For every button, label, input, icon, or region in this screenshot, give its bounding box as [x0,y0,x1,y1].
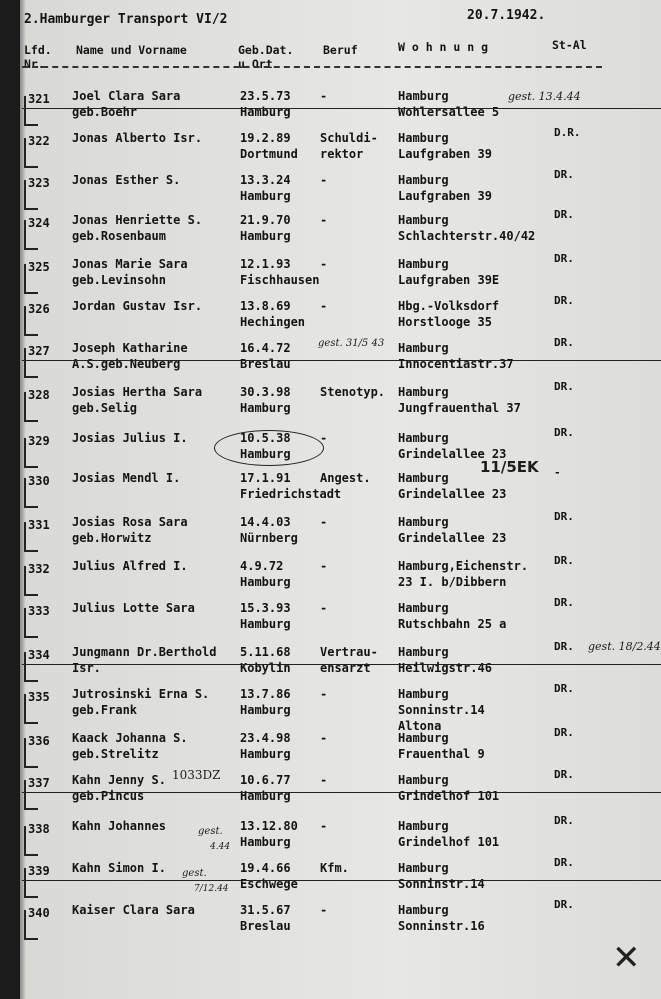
entry-number: 323 [28,176,50,190]
entry-status: DR. [554,510,574,523]
annotation-339-gest: gest. [182,868,207,879]
entry-birth: 15.3.93 Hamburg [240,601,291,631]
entry-name: Kaack Johanna S. geb.Strelitz [72,731,188,761]
entry-address: Hamburg Laufgraben 39 [398,131,492,161]
table-row [22,640,622,688]
entry-name: Jonas Henriette S. geb.Rosenbaum [72,213,203,243]
annotation-338-gest: gest. [198,826,223,837]
entry-number: 324 [28,216,50,230]
entry-occupation: - [320,515,328,529]
table-row [22,768,622,816]
col-lfd: Lfd. Nr. [24,43,52,71]
entry-name: Kahn Simon I. [72,861,166,875]
entry-number: 338 [28,822,50,836]
entry-status: DR. [554,336,574,349]
entry-status: - [554,466,561,479]
entry-address: Hamburg Sonninstr.16 [398,903,485,933]
col-address: W o h n u n g [398,40,489,54]
entry-address: Hamburg,Eichenstr. 23 I. b/Dibbern [398,559,529,589]
table-row [22,554,622,602]
entry-status: DR. [554,554,574,567]
binding-edge [0,0,20,999]
entry-address: Hamburg Sonninstr.14 Altona [398,687,485,733]
table-row [22,898,622,946]
entry-status: DR. [554,294,574,307]
header-divider [22,66,602,68]
strike-line [22,360,661,361]
col-dob: Geb.Dat. u.Ort [238,43,294,71]
entry-occupation: - [320,773,328,787]
entry-birth: 16.4.72 Breslau [240,341,291,371]
entry-occupation: - [320,213,328,227]
entry-status: DR. [554,856,574,869]
entry-address: Hbg.-Volksdorf Horstlooge 35 [398,299,500,329]
entry-name: Kahn Jenny S. geb.Pincus [72,773,166,803]
entry-birth: 23.4.98 Hamburg [240,731,291,761]
transport-title: 2.Hamburger Transport VI/2 [24,12,228,27]
entry-address: Hamburg Innocentiastr.37 [398,341,514,371]
entry-number: 332 [28,562,50,576]
entry-birth: 13.12.80 Hamburg [240,819,298,849]
entry-birth: 5.11.68 Kobylin [240,645,291,675]
strike-line [22,792,661,793]
circle-mark-329 [214,430,324,466]
entry-name: Joel Clara Sara geb.Boehr [72,89,181,119]
entry-number: 330 [28,474,50,488]
entry-address: Hamburg Laufgraben 39 [398,173,492,203]
annotation-337: 1033DZ [172,768,221,782]
entry-name: Julius Alfred I. [72,559,188,573]
table-row [22,596,622,644]
entry-address: Hamburg Grindelallee 23 [398,431,507,461]
entry-status: DR. [554,768,574,781]
entry-address: Hamburg Heilwigstr.46 [398,645,492,675]
entry-address: Hamburg Grindelhof 101 [398,819,500,849]
entry-number: 336 [28,734,50,748]
annotation-327: gest. 31/5 43 [318,338,385,349]
entry-occupation: - [320,89,328,103]
entry-birth: 30.3.98 Hamburg [240,385,291,415]
entry-name: Julius Lotte Sara [72,601,195,615]
entry-number: 327 [28,344,50,358]
entry-address: Hamburg Frauenthal 9 [398,731,485,761]
table-row [22,294,622,342]
entry-number: 325 [28,260,50,274]
entry-occupation: Kfm. [320,861,349,875]
entry-birth: 12.1.93 Fischhausen [240,257,320,287]
entry-occupation: Angest. [320,471,371,485]
entry-address: Hamburg Rutschbahn 25 a [398,601,507,631]
entry-name: Jonas Marie Sara geb.Levinsohn [72,257,188,287]
annotation-338-date: 4.44 [210,842,231,852]
entry-occupation: - [320,903,328,917]
entry-status: D.R. [554,126,581,139]
entry-address: Hamburg Grindelallee 23 [398,515,507,545]
entry-address: Hamburg Grindelallee 23 [398,471,507,501]
entry-birth: 13.7.86 Hamburg [240,687,291,717]
table-row [22,856,622,904]
entry-number: 340 [28,906,50,920]
transport-date: 20.7.1942. [467,8,546,23]
entry-status: DR. [554,898,574,911]
col-job: Beruf [323,43,358,57]
entry-occupation: - [320,257,328,271]
entry-occupation: Stenotyp. [320,385,386,399]
entry-birth: 31.5.67 Breslau [240,903,291,933]
entry-status: DR. [554,380,574,393]
entry-status: DR. [554,426,574,439]
entry-occupation: - [320,687,328,701]
entry-status: DR. [554,726,574,739]
entry-name: Josias Hertha Sara geb.Selig [72,385,203,415]
table-row [22,510,622,558]
entry-occupation: - [320,173,328,187]
table-row [22,168,622,216]
table-row [22,252,622,300]
entry-status: DR. [554,252,574,265]
entry-number: 337 [28,776,50,790]
strike-line [22,880,661,881]
col-name: Name und Vorname [76,43,187,57]
entry-birth: 13.8.69 Hechingen [240,299,306,329]
entry-address: Hamburg Wohlersallee 5 [398,89,500,119]
entry-address: Hamburg Schlachterstr.40/42 [398,213,536,243]
entry-number: 335 [28,690,50,704]
entry-name: Jordan Gustav Isr. [72,299,203,313]
entry-name: Josias Rosa Sara geb.Horwitz [72,515,188,545]
entry-number: 334 [28,648,50,662]
entry-address: Hamburg Sonninstr.14 [398,861,485,891]
cross-mark: ✕ [612,938,641,978]
entry-occupation: Schuldi- rektor [320,131,378,161]
entry-number: 326 [28,302,50,316]
entry-number: 321 [28,92,50,106]
table-row [22,814,622,862]
entry-birth: 4.9.72 Hamburg [240,559,291,589]
entry-birth: 19.2.89 Dortmund [240,131,298,161]
annotation-334: gest. 18/2.44 [588,640,661,653]
entry-birth: 19.4.66 Eschwege [240,861,298,891]
entry-name: Kahn Johannes [72,819,166,833]
entry-status: DR. [554,208,574,221]
entry-birth: 10.5.38 Hamburg [240,431,291,461]
entry-number: 328 [28,388,50,402]
table-row [22,380,622,428]
entry-status: DR. [554,596,574,609]
entry-name: Kaiser Clara Sara [72,903,195,917]
strike-line [22,664,661,665]
entry-name: Josias Mendl I. [72,471,181,485]
entry-number: 339 [28,864,50,878]
col-st: St-Al [552,38,587,52]
entry-birth: 17.1.91 Friedrichstadt [240,471,342,501]
table-row [22,208,622,256]
entry-occupation: - [320,731,328,745]
annotation-321: gest. 13.4.44 [508,90,581,103]
entry-name: Josias Julius I. [72,431,188,445]
entry-name: Jutrosinski Erna S. geb.Frank [72,687,210,717]
entry-name: Joseph Katharine A.S.geb.Neuberg [72,341,188,371]
annotation-330: 11/5EK [480,458,539,476]
entry-name: Jonas Alberto Isr. [72,131,203,145]
entry-number: 322 [28,134,50,148]
entry-occupation: - [320,559,328,573]
entry-birth: 14.4.03 Nürnberg [240,515,298,545]
entry-number: 331 [28,518,50,532]
entry-status: DR. [554,682,574,695]
entry-occupation: - [320,819,328,833]
entry-occupation: - [320,299,328,313]
entry-address: Hamburg Jungfrauenthal 37 [398,385,521,415]
entry-status: DR. [554,168,574,181]
entry-number: 329 [28,434,50,448]
entry-address: Hamburg Grindelhof 101 [398,773,500,803]
entry-occupation: - [320,601,328,615]
entry-name: Jonas Esther S. [72,173,181,187]
table-row [22,126,622,174]
entry-occupation: - [320,431,328,445]
entry-birth: 23.5.73 Hamburg [240,89,291,119]
entry-birth: 21.9.70 Hamburg [240,213,291,243]
strike-line [22,108,661,109]
entry-status: DR. [554,814,574,827]
table-row [22,682,622,733]
entry-name: Jungmann Dr.Berthold Isr. [72,645,217,675]
entry-status: DR. [554,640,574,653]
table-row [22,726,622,774]
entry-address: Hamburg Laufgraben 39E [398,257,500,287]
entry-number: 333 [28,604,50,618]
entry-birth: 13.3.24 Hamburg [240,173,291,203]
entry-occupation: Vertrau- ensarzt [320,645,378,675]
annotation-339-date: 7/12.44 [194,884,229,894]
entry-birth: 10.6.77 Hamburg [240,773,291,803]
